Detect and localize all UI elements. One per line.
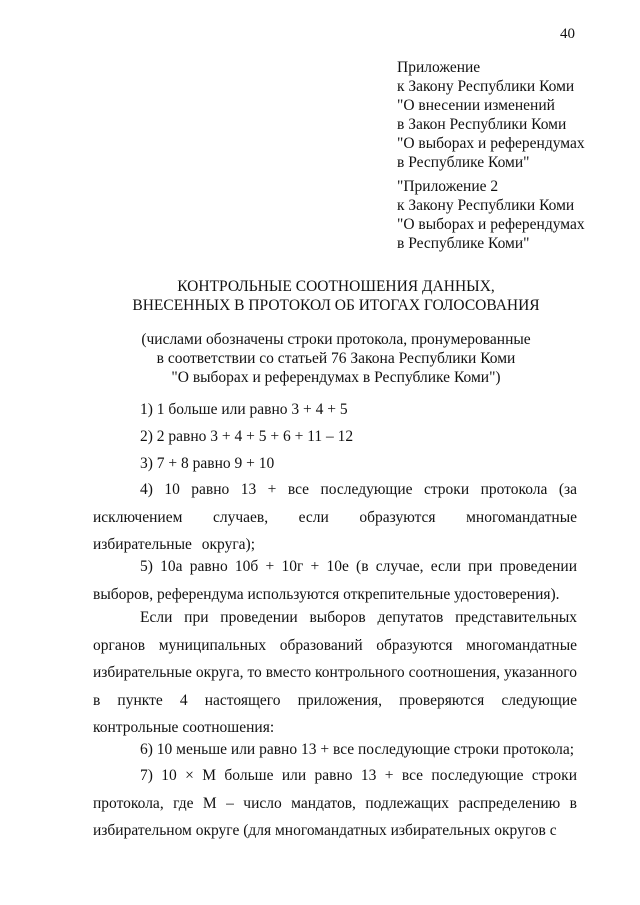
appendix-line: к Закону Республики Коми	[397, 78, 575, 95]
item-1	[93, 396, 577, 424]
subtitle-line-3: "О выборах и референдумах в Республике Коми")	[171, 369, 501, 386]
item-6	[93, 736, 577, 764]
paragraph	[93, 604, 577, 742]
paragraph-text: Если при проведении выборов депутатов представительных органов муниципальных образований образуются многомандатные избирательные округа, то вместо контрольного соотношения, указанного в пункте 4 настоящего приложения, проверяются следующие контрольные соотношения:	[93, 609, 577, 736]
appendix-line: в Республике Коми"	[397, 235, 530, 252]
item-6-text: 6) 10 меньше или равно 13 + все последующие строки протокола;	[140, 741, 575, 758]
appendix-line: "О внесении изменений	[397, 97, 555, 114]
item-5-text: 5) 10а равно 10б + 10г + 10е (в случае, если при проведении выборов, референдума используются открепительные удостоверения).	[93, 558, 577, 603]
appendix-line: "О выборах и референдумах	[397, 216, 585, 233]
appendix-line: Приложение	[397, 59, 481, 76]
item-4	[93, 476, 577, 559]
title-line-2: ВНЕСЕННЫХ В ПРОТОКОЛ ОБ ИТОГАХ ГОЛОСОВАНИЯ	[132, 297, 540, 314]
item-7	[93, 762, 577, 845]
document-title	[0, 277, 640, 315]
item-2	[93, 423, 577, 451]
appendix-header	[397, 58, 585, 172]
appendix-line: "Приложение 2	[397, 178, 499, 195]
appendix-line: к Закону Республики Коми	[397, 197, 575, 214]
subtitle-line-2: в соответствии со статьей 76 Закона Республики Коми	[156, 350, 516, 367]
item-7-text: 7) 10 × М больше или равно 13 + все последующие строки протокола, где М – число мандатов, подлежащих распределению в избирательном округе (для многомандатных избирательных округов с	[93, 767, 577, 839]
title-line-1: КОНТРОЛЬНЫЕ СООТНОШЕНИЯ ДАННЫХ,	[177, 278, 495, 295]
appendix-line: "О выборах и референдумах	[397, 135, 585, 152]
appendix-2-header	[397, 177, 585, 253]
page-number: 40	[560, 26, 575, 42]
item-5	[93, 553, 577, 608]
item-4-text: 4) 10 равно 13 + все последующие строки протокола (за исключением случаев, если образуются многомандатные избирательные округа);	[93, 481, 577, 553]
item-3-text: 3) 7 + 8 равно 9 + 10	[140, 455, 275, 472]
item-1-text: 1) 1 больше или равно 3 + 4 + 5	[140, 401, 348, 418]
appendix-line: в Закон Республики Коми	[397, 116, 567, 133]
item-2-text: 2) 2 равно 3 + 4 + 5 + 6 + 11 – 12	[140, 428, 354, 445]
appendix-line: в Республике Коми"	[397, 154, 530, 171]
subtitle-line-1: (числами обозначены строки протокола, пронумерованные	[141, 331, 531, 348]
item-3	[93, 450, 577, 478]
document-subtitle	[0, 330, 640, 387]
